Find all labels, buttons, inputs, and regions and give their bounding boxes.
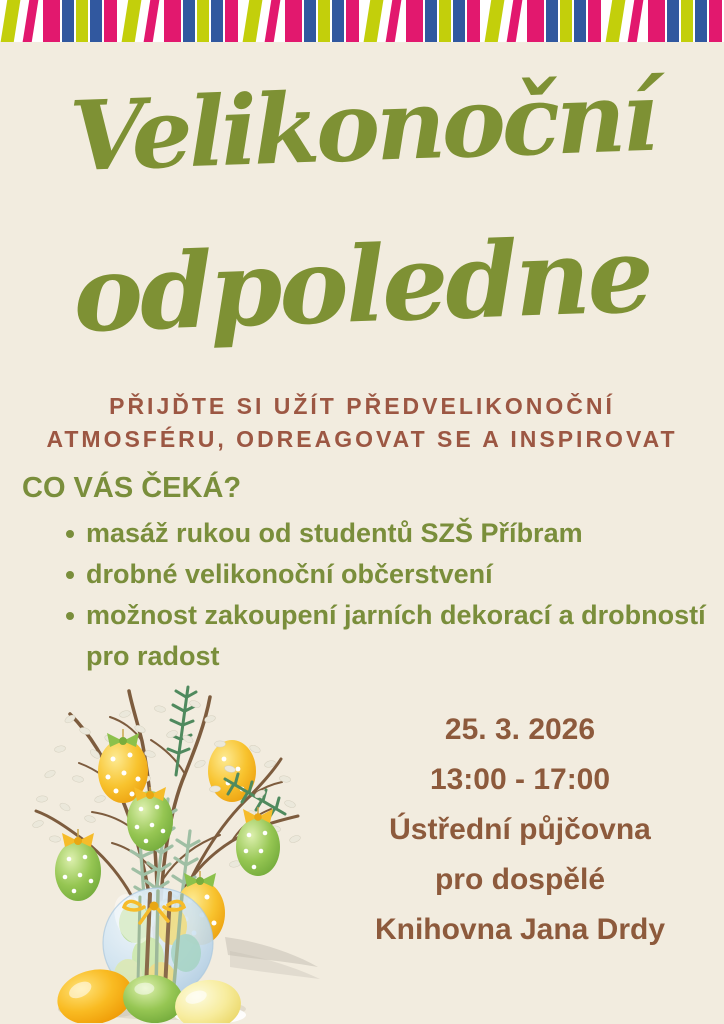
title-line-1: Velikonoční [67,59,657,194]
event-time: 13:00 - 17:00 [429,763,611,796]
striped-border-decoration [0,0,724,42]
list-item: drobné velikonoční občerstvení [66,554,714,595]
program-list [22,513,714,677]
page-title [0,48,724,364]
event-date: 25. 3. 2026 [444,713,596,746]
title-line-2: odpoledne [71,212,653,357]
event-info [330,679,724,1023]
subtitle-line-2: ATMOSFÉRU, ODREAGOVAT SE A INSPIROVAT [46,426,678,452]
subtitle [0,390,724,456]
venue-line-3: Knihovna Jana Drdy [374,913,666,946]
venue-line-1: Ústřední půjčovna [389,813,651,846]
program-section [22,472,714,677]
bottom-section [0,679,724,1023]
venue-line-2: pro dospělé [434,863,606,896]
list-item: masáž rukou od studentů SZŠ Příbram [66,513,714,554]
easter-vase-illustration [0,679,330,1023]
list-item: možnost zakoupení jarních dekorací a drobností pro radost [66,595,714,677]
subtitle-line-1: PŘIJĎTE SI UŽÍT PŘEDVELIKONOČNÍ [109,393,615,419]
program-heading: CO VÁS ČEKÁ? [22,472,242,504]
